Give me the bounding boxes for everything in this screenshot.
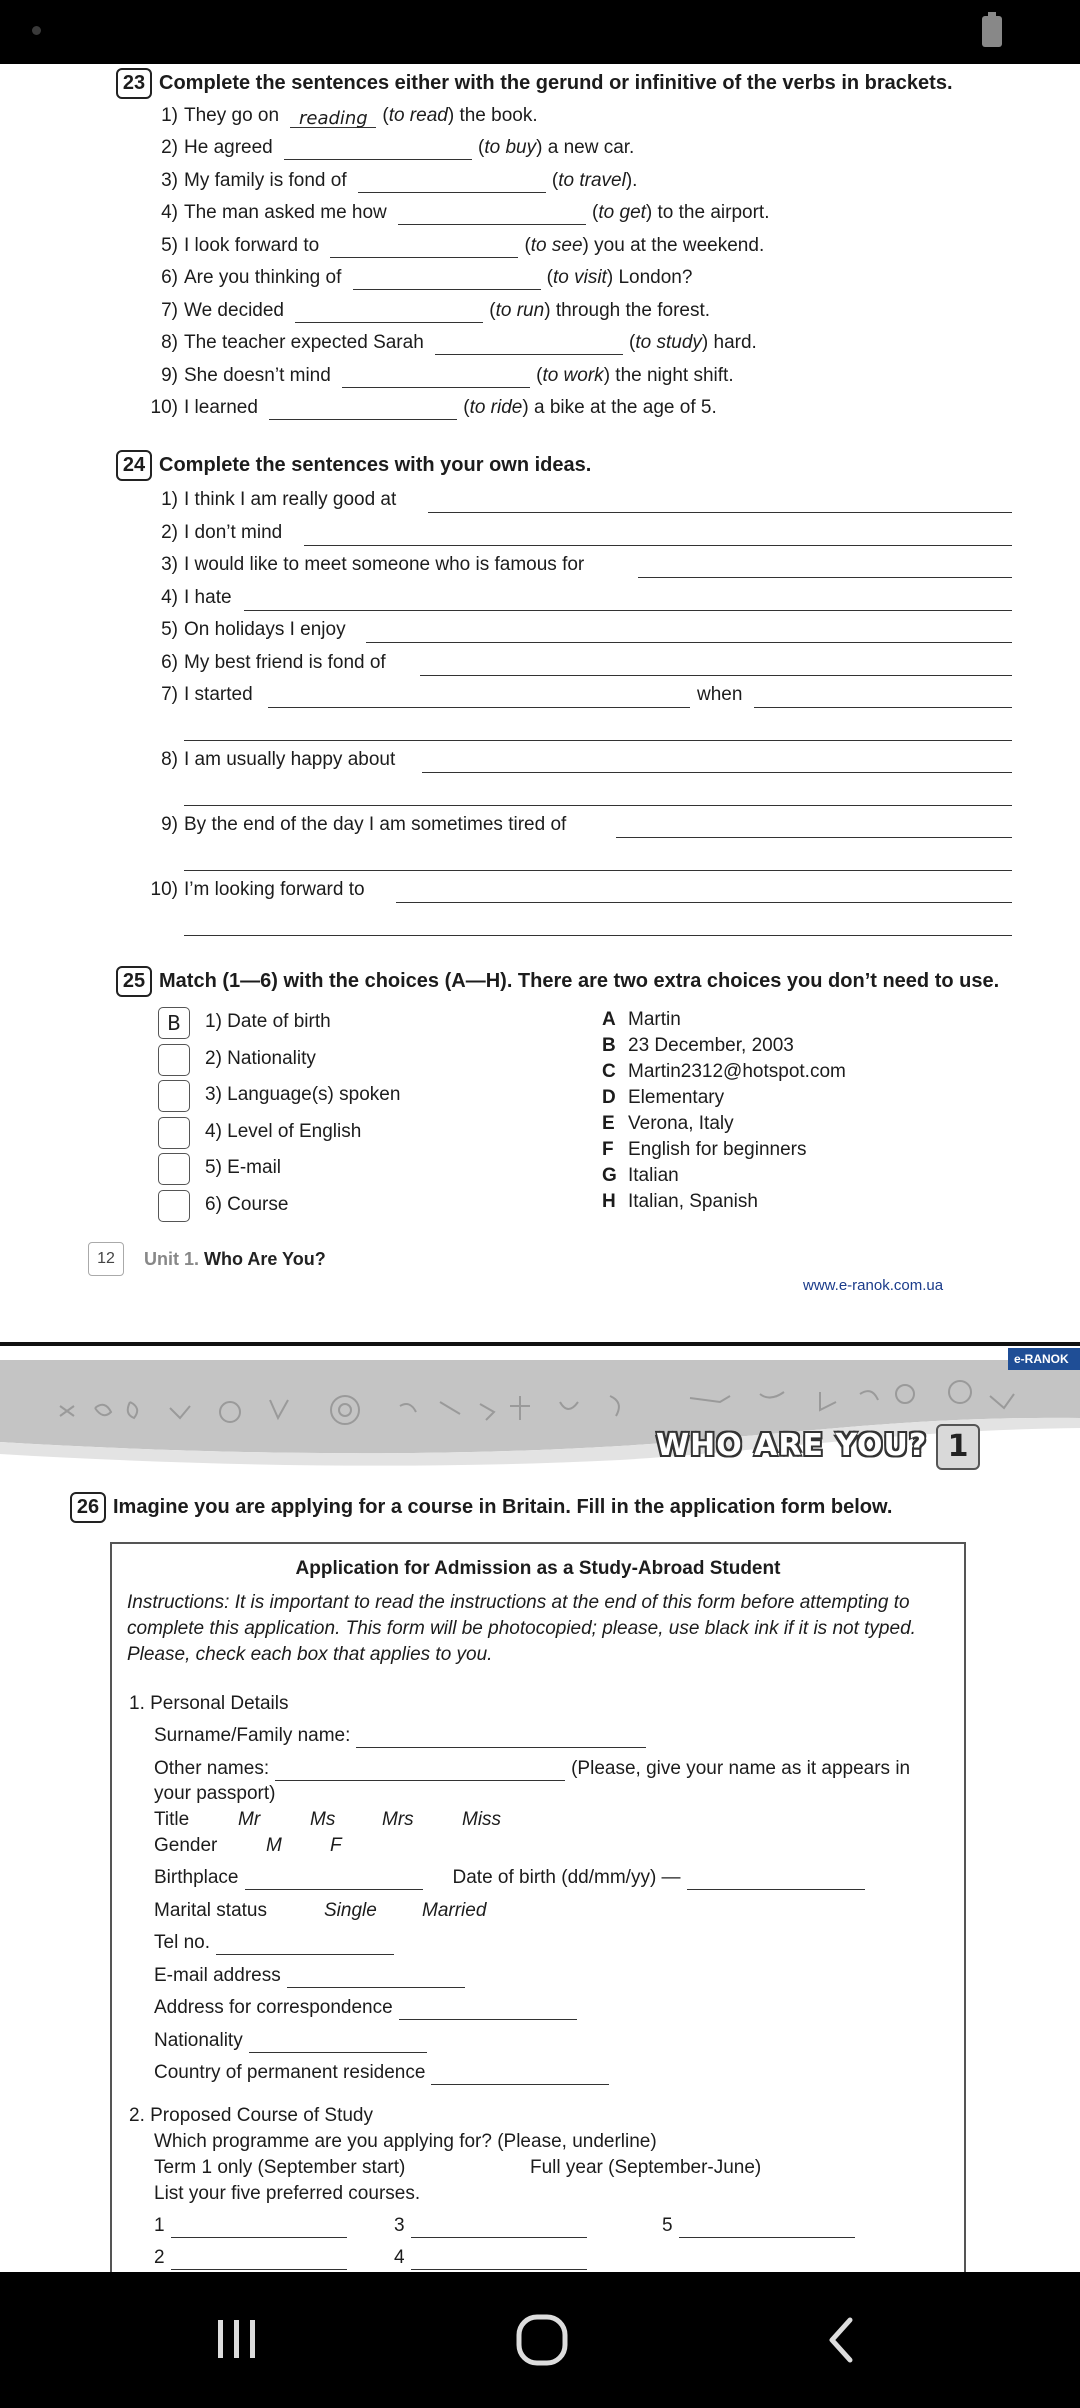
answer-blank[interactable] — [269, 399, 457, 420]
exercise-26-heading — [70, 1492, 892, 1523]
answer-line[interactable] — [366, 642, 1012, 643]
programme-option[interactable]: Term 1 only (September start) — [154, 2157, 406, 2178]
answer-line[interactable] — [304, 545, 1012, 546]
match-answer-box[interactable] — [158, 1153, 190, 1185]
title-options: Title Mr Ms Mrs Miss — [154, 1809, 502, 1830]
gender-options: Gender M F — [154, 1835, 342, 1856]
answer-line[interactable] — [616, 837, 1012, 838]
application-form — [110, 1542, 966, 2272]
address-input[interactable] — [399, 1999, 577, 2020]
course-field: 4 — [394, 2246, 593, 2270]
unit-number-badge: 1 — [936, 1424, 980, 1470]
match-item: 4) Level of English — [205, 1121, 362, 1142]
address-field: Address for correspondence — [154, 1996, 583, 2020]
marital-options: Marital status Single Married — [154, 1900, 487, 1921]
passport-note: your passport) — [154, 1783, 276, 1804]
match-item: 2) Nationality — [205, 1048, 316, 1069]
recent-apps-icon[interactable] — [212, 2314, 262, 2364]
ex24-item: 9) By the end of the day I am sometimes tired of — [161, 814, 567, 835]
match-choice: D Elementary — [602, 1087, 725, 1108]
course-field: 1 — [154, 2214, 353, 2238]
ex24-item: 6) My best friend is fond of — [161, 652, 386, 673]
programme-question: Which programme are you applying for? (Please, underline) — [154, 2131, 657, 2152]
programme-option[interactable]: Full year (September-June) — [530, 2157, 762, 2178]
match-choice: F English for beginners — [602, 1139, 807, 1160]
other-names-input[interactable] — [275, 1760, 565, 1781]
nationality-field: Nationality — [154, 2029, 433, 2053]
birth-fields: Birthplace Date of birth (dd/mm/yy) — — [154, 1866, 871, 1890]
ex23-item: 2) He agreed (to buy) a new car. — [161, 137, 635, 158]
status-bar — [0, 0, 1080, 64]
match-choice: E Verona, Italy — [602, 1113, 734, 1134]
course-input[interactable] — [411, 2217, 587, 2238]
tel-field: Tel no. — [154, 1931, 400, 1955]
exercise-instruction: Match (1—6) with the choices (A—H). There are two extra choices you don’t need to use. — [159, 970, 1000, 992]
unit-caption: Unit 1. Who Are You? — [144, 1249, 326, 1269]
answer-line[interactable] — [754, 707, 1012, 708]
answer-blank[interactable] — [295, 302, 483, 323]
ex23-item: 9) She doesn’t mind (to work) the night shift. — [161, 365, 734, 386]
title-option[interactable]: Miss — [462, 1809, 502, 1830]
answer-line[interactable] — [244, 610, 1012, 611]
match-choice: C Martin2312@hotspot.com — [602, 1061, 846, 1082]
surname-field: Surname/Family name: — [154, 1724, 652, 1748]
match-choice: A Martin — [602, 1009, 681, 1030]
match-answer-box[interactable] — [158, 1190, 190, 1222]
ex24-item: 8) I am usually happy about — [161, 749, 396, 770]
gender-option[interactable]: F — [330, 1835, 342, 1856]
ex24-item: 1) I think I am really good at — [161, 489, 397, 510]
answer-line[interactable] — [184, 935, 1012, 936]
answer-line[interactable] — [184, 740, 1012, 741]
ex24-item: 4) I hate — [161, 587, 232, 608]
ex24-when-label: when — [697, 684, 743, 705]
gender-option[interactable]: M — [266, 1835, 282, 1856]
course-field: 5 — [662, 2214, 861, 2238]
answer-blank[interactable] — [358, 172, 546, 193]
workbook-page-13 — [0, 1346, 1080, 2272]
back-icon[interactable] — [820, 2314, 864, 2366]
exercise-instruction: Complete the sentences with your own ideas. — [159, 454, 592, 476]
match-answer-box[interactable] — [158, 1117, 190, 1149]
answer-line[interactable] — [184, 805, 1012, 806]
exercise-instruction: Complete the sentences either with the gerund or infinitive of the verbs in brackets. — [159, 72, 953, 94]
match-item: 6) Course — [205, 1194, 289, 1215]
dob-input[interactable] — [687, 1869, 865, 1890]
ex24-item: 7) I started — [161, 684, 253, 705]
ex23-item: 5) I look forward to (to see) you at the weekend. — [161, 235, 765, 256]
match-item: 1) Date of birth — [205, 1011, 331, 1032]
country-input[interactable] — [431, 2064, 609, 2085]
home-icon[interactable] — [514, 2312, 570, 2368]
answer-blank[interactable] — [353, 269, 541, 290]
navigation-bar — [0, 2272, 1080, 2408]
match-answer-box[interactable] — [158, 1080, 190, 1112]
answer-blank[interactable] — [284, 139, 472, 160]
exercise-number: 26 — [70, 1492, 106, 1523]
answer-blank[interactable] — [435, 334, 623, 355]
exercise-number: 24 — [116, 450, 152, 481]
ex23-item: 10) I learned (to ride) a bike at the age of 5. — [150, 397, 717, 418]
page-number: 12 — [88, 1242, 124, 1276]
answer-line[interactable] — [638, 577, 1012, 578]
answer-blank[interactable] — [398, 204, 586, 225]
course-field: 2 — [154, 2246, 353, 2270]
marital-option[interactable]: Married — [422, 1900, 487, 1921]
ex23-item: 1) They go on reading (to read) the book. — [161, 105, 538, 129]
exercise-number: 23 — [116, 68, 152, 99]
match-choice: B 23 December, 2003 — [602, 1035, 794, 1056]
ex23-item: 7) We decided (to run) through the forest. — [161, 300, 711, 321]
notification-dot-icon — [32, 26, 41, 35]
answer-line[interactable] — [396, 902, 1012, 903]
match-item: 5) E-mail — [205, 1157, 282, 1178]
exercise-instruction: Imagine you are applying for a course in Britain. Fill in the application form below. — [113, 1496, 893, 1518]
answer-line[interactable] — [428, 512, 1012, 513]
ex23-item: 8) The teacher expected Sarah (to study) hard. — [161, 332, 757, 353]
workbook-page-12 — [0, 64, 1080, 1344]
answer-blank[interactable]: reading — [290, 107, 376, 128]
exercise-24-heading — [116, 450, 591, 481]
answer-line[interactable] — [268, 707, 690, 708]
match-answer-box[interactable] — [158, 1044, 190, 1076]
ex24-item: 3) I would like to meet someone who is famous for — [161, 554, 585, 575]
publisher-url[interactable]: www.e-ranok.com.ua — [803, 1277, 944, 1294]
course-input[interactable] — [411, 2249, 587, 2270]
section-heading: 2. Proposed Course of Study — [129, 2105, 373, 2126]
match-choice: G Italian — [602, 1165, 679, 1186]
country-field: Country of permanent residence — [154, 2061, 615, 2085]
exercise-number: 25 — [116, 966, 152, 997]
marital-option[interactable]: Single — [324, 1900, 377, 1921]
course-input[interactable] — [679, 2217, 855, 2238]
form-title: Application for Admission as a Study-Abroad Student — [295, 1558, 781, 1579]
course-input[interactable] — [171, 2249, 347, 2270]
surname-input[interactable] — [356, 1727, 646, 1748]
ex24-item: 5) On holidays I enjoy — [161, 619, 346, 640]
email-input[interactable] — [287, 1967, 465, 1988]
tel-input[interactable] — [216, 1934, 394, 1955]
title-option[interactable]: Mrs — [382, 1809, 414, 1830]
nationality-input[interactable] — [249, 2032, 427, 2053]
title-option[interactable]: Ms — [310, 1809, 336, 1830]
unit-title: WHO ARE YOU? — [656, 1428, 928, 1463]
title-option[interactable]: Mr — [238, 1809, 261, 1830]
ex23-item: 3) My family is fond of (to travel). — [161, 170, 638, 191]
answer-line[interactable] — [184, 870, 1012, 871]
ex24-item: 10) I’m looking forward to — [150, 879, 365, 900]
section-heading: 1. Personal Details — [129, 1693, 289, 1714]
answer-blank[interactable] — [342, 367, 530, 388]
answer-line[interactable] — [422, 772, 1012, 773]
match-answer-box[interactable]: B — [158, 1007, 190, 1039]
form-instructions: Instructions: It is important to read the instructions at the end of this form before attempting to complete this application. This form will be photocopied; please, use black ink if it is not typed. Please, check each box that applies to you. — [127, 1592, 916, 1665]
match-item: 3) Language(s) spoken — [205, 1084, 401, 1105]
battery-icon — [982, 16, 1002, 47]
course-field: 3 — [394, 2214, 593, 2238]
answer-blank[interactable] — [330, 237, 518, 258]
answer-line[interactable] — [420, 675, 1012, 676]
other-names-field: Other names: (Please, give your name as it appears in — [154, 1758, 911, 1779]
email-field: E-mail address — [154, 1964, 471, 1988]
exercise-23-heading — [116, 68, 953, 99]
ex23-item: 6) Are you thinking of (to visit) London? — [161, 267, 693, 288]
course-input[interactable] — [171, 2217, 347, 2238]
courses-label: List your five preferred courses. — [154, 2183, 421, 2204]
ex24-item: 2) I don’t mind — [161, 522, 283, 543]
exercise-25-heading — [116, 966, 999, 997]
publisher-logo: e-RANOK — [1008, 1348, 1080, 1370]
match-choice: H Italian, Spanish — [602, 1191, 758, 1212]
birthplace-input[interactable] — [245, 1869, 423, 1890]
ex23-item: 4) The man asked me how (to get) to the airport. — [161, 202, 770, 223]
